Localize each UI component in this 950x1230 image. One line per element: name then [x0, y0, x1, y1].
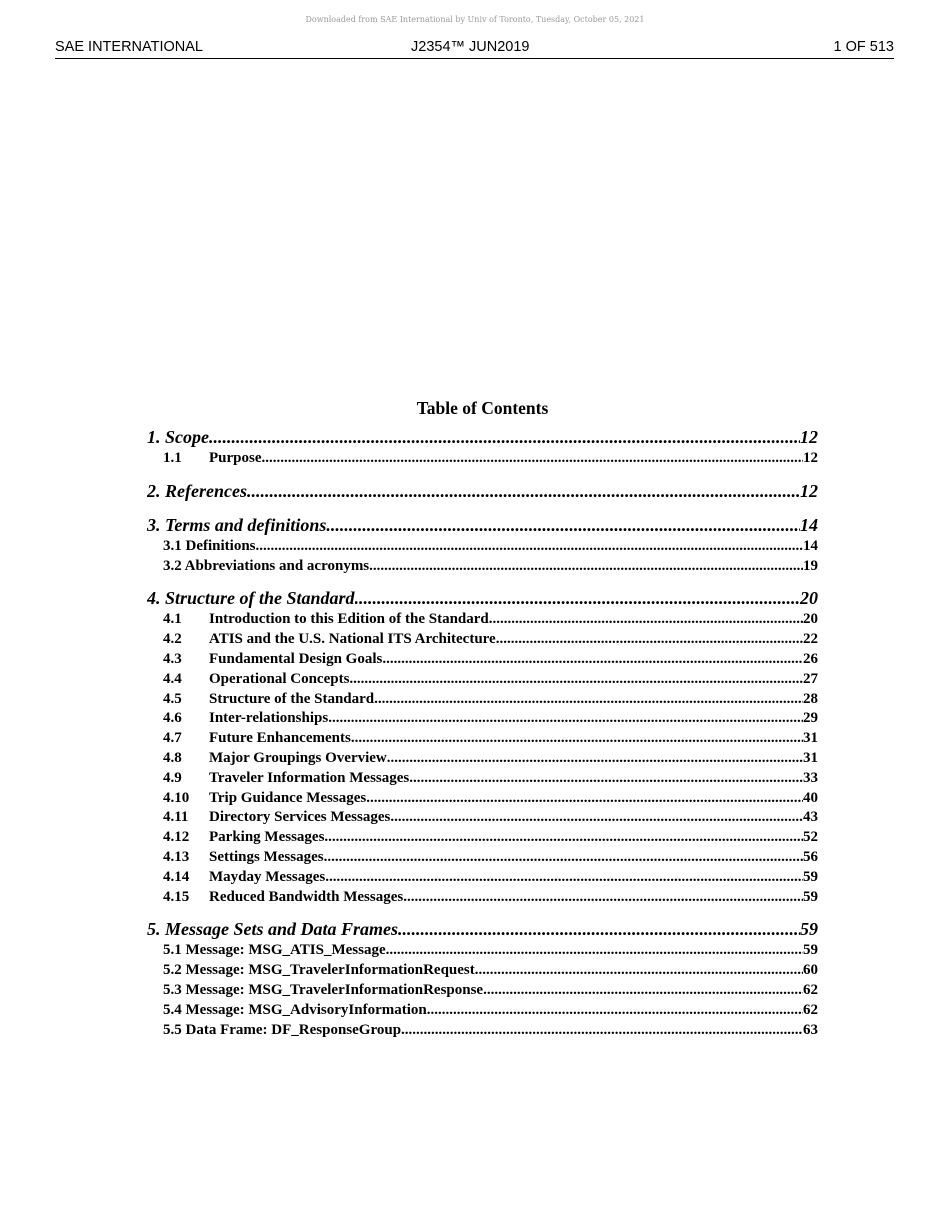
toc-leader-dots [349, 670, 803, 690]
toc-leader-dots [262, 449, 804, 469]
toc-subsection-title: 3.1 Definitions [163, 537, 256, 554]
toc-subsection-number: 4.5 [163, 690, 182, 707]
toc-leader-dots [382, 650, 803, 670]
toc-leader-dots [355, 586, 800, 610]
toc-subsection-entry[interactable] [147, 610, 818, 630]
toc-subsection-title: Reduced Bandwidth Messages [209, 888, 404, 905]
toc-subsection-entry[interactable] [147, 848, 818, 868]
toc-section-title: 3. Terms and definitions [147, 514, 327, 535]
toc-subsection-number: 4.2 [163, 631, 182, 648]
download-watermark: Downloaded from SAE International by Univ of Toronto, Tuesday, October 05, 2021 [305, 15, 645, 24]
toc-subsection-title: Fundamental Design Goals [209, 650, 383, 667]
toc-leader-dots [324, 828, 803, 848]
toc-subsection-page: 33 [803, 769, 818, 786]
toc-subsection-title: Operational Concepts [209, 670, 350, 687]
toc-section-gap [147, 469, 818, 479]
toc-leader-dots [387, 749, 803, 769]
toc-leader-dots [256, 537, 803, 557]
toc-section-title: 2. References [147, 480, 247, 501]
toc-leader-dots [369, 557, 803, 577]
toc-subsection-page: 31 [803, 749, 818, 766]
toc-subsection-title: Traveler Information Messages [209, 769, 410, 786]
toc-leader-dots [489, 610, 803, 630]
toc-leader-dots [328, 709, 803, 729]
toc-section-title: 5. Message Sets and Data Frames [147, 919, 399, 940]
toc-subsection-entry[interactable] [147, 630, 818, 650]
toc-subsection-entry[interactable] [147, 670, 818, 690]
toc-subsection-title: Parking Messages [209, 829, 325, 846]
toc-subsection-entry[interactable] [147, 828, 818, 848]
toc-subsection-title: Trip Guidance Messages [209, 789, 367, 806]
toc-leader-dots [374, 690, 803, 710]
toc-subsection-entry[interactable] [147, 729, 818, 749]
toc-subsection-title: 5.4 Message: MSG_AdvisoryInformation [163, 1001, 427, 1018]
toc-leader-dots [325, 868, 803, 888]
toc-leader-dots [409, 769, 803, 789]
toc-subsection-number: 4.8 [163, 749, 182, 766]
toc-subsection-title: Directory Services Messages [209, 809, 391, 826]
toc-subsection-entry[interactable] [147, 769, 818, 789]
toc-subsection-title: Mayday Messages [209, 868, 326, 885]
toc-leader-dots [398, 917, 800, 941]
toc-leader-dots [403, 888, 803, 908]
toc-section-page: 59 [800, 919, 818, 940]
toc-subsection-entry[interactable] [147, 709, 818, 729]
toc-subsection-entry[interactable] [147, 1021, 818, 1041]
toc-subsection-page: 19 [803, 557, 818, 574]
toc-section-page: 12 [800, 427, 818, 447]
toc-leader-dots [351, 729, 803, 749]
toc-subsection-title: Introduction to this Edition of the Standard [209, 611, 489, 628]
toc-subsection-number: 4.9 [163, 769, 182, 786]
toc-section-title: 1. Scope [147, 427, 209, 447]
header-page-count: 1 OF 513 [833, 39, 894, 55]
header-document-id: J2354™ JUN2019 [411, 39, 530, 55]
toc-subsection-page: 22 [803, 631, 818, 648]
toc-subsection-title: Future Enhancements [209, 730, 351, 747]
toc-subsection-title: 3.2 Abbreviations and acronyms [163, 557, 370, 574]
toc-subsection-entry[interactable] [147, 789, 818, 809]
toc-leader-dots [483, 981, 803, 1001]
toc-subsection-number: 4.13 [163, 848, 190, 865]
toc-title: Table of Contents [416, 398, 549, 418]
toc-subsection-entry[interactable] [147, 1001, 818, 1021]
toc-subsection-title: 5.1 Message: MSG_ATIS_Message [163, 942, 386, 959]
table-of-contents [147, 396, 818, 1040]
toc-subsection-page: 52 [803, 829, 818, 846]
toc-subsection-page: 63 [803, 1021, 818, 1038]
toc-leader-dots [427, 1001, 803, 1021]
toc-subsection-page: 59 [803, 868, 818, 885]
toc-section-page: 20 [800, 588, 818, 609]
toc-subsection-entry[interactable] [147, 868, 818, 888]
toc-section-entry[interactable] [147, 917, 818, 941]
toc-subsection-page: 26 [803, 650, 818, 667]
toc-subsection-page: 56 [803, 848, 818, 865]
toc-subsection-page: 59 [803, 942, 818, 959]
toc-section-page: 12 [800, 480, 818, 501]
toc-subsection-title: Purpose [209, 450, 262, 466]
page-header [55, 38, 894, 59]
toc-subsection-title: ATIS and the U.S. National ITS Architecture [209, 631, 496, 648]
toc-subsection-title: 5.3 Message: MSG_TravelerInformationResponse [163, 981, 484, 998]
toc-subsection-entry[interactable] [147, 749, 818, 769]
toc-subsection-entry[interactable] [147, 888, 818, 908]
toc-subsection-page: 31 [803, 730, 818, 747]
toc-subsection-number: 4.7 [163, 730, 182, 747]
toc-subsection-page: 60 [803, 962, 818, 979]
toc-subsection-title: Major Groupings Overview [209, 749, 387, 766]
toc-subsection-number: 4.3 [163, 650, 182, 667]
toc-subsection-page: 43 [803, 809, 818, 826]
toc-subsection-number: 4.11 [163, 809, 189, 826]
toc-leader-dots [475, 961, 803, 981]
toc-leader-dots [209, 425, 800, 449]
toc-subsection-number: 4.6 [163, 710, 182, 727]
toc-subsection-number: 4.10 [163, 789, 190, 806]
toc-subsection-number: 4.4 [163, 670, 182, 687]
toc-subsection-number: 4.14 [163, 868, 190, 885]
toc-subsection-page: 28 [803, 690, 818, 707]
toc-entries [147, 425, 818, 1040]
toc-section-gap [147, 907, 818, 917]
toc-section-title: 4. Structure of the Standard [147, 588, 355, 609]
toc-section-gap [147, 576, 818, 586]
toc-subsection-entry[interactable] [147, 650, 818, 670]
toc-leader-dots [247, 479, 800, 503]
toc-subsection-page: 62 [803, 1001, 818, 1018]
toc-section-entry[interactable] [147, 479, 818, 503]
toc-subsection-page: 20 [803, 611, 818, 628]
toc-subsection-page: 12 [803, 450, 818, 466]
toc-subsection-entry[interactable] [147, 557, 818, 577]
toc-subsection-entry[interactable] [147, 449, 818, 469]
toc-subsection-title: 5.2 Message: MSG_TravelerInformationRequest [163, 962, 475, 979]
toc-subsection-page: 59 [803, 888, 818, 905]
toc-section-entry[interactable] [147, 586, 818, 610]
toc-subsection-page: 40 [803, 789, 818, 806]
toc-leader-dots [390, 808, 803, 828]
toc-leader-dots [496, 630, 803, 650]
toc-subsection-entry[interactable] [147, 981, 818, 1001]
toc-subsection-title: Structure of the Standard [209, 690, 375, 707]
toc-section-entry[interactable] [147, 425, 818, 449]
toc-leader-dots [366, 789, 803, 809]
toc-section-entry[interactable] [147, 513, 818, 537]
toc-subsection-title: Inter-relationships [209, 710, 329, 727]
toc-leader-dots [401, 1021, 803, 1041]
toc-subsection-number: 4.1 [163, 611, 182, 628]
toc-subsection-page: 62 [803, 981, 818, 998]
toc-subsection-number: 1.1 [163, 450, 182, 466]
toc-subsection-entry[interactable] [147, 961, 818, 981]
toc-subsection-number: 4.12 [163, 829, 190, 846]
toc-subsection-page: 27 [803, 670, 818, 687]
toc-subsection-entry[interactable] [147, 808, 818, 828]
toc-subsection-entry[interactable] [147, 537, 818, 557]
toc-subsection-entry[interactable] [147, 941, 818, 961]
toc-leader-dots [326, 513, 800, 537]
toc-leader-dots [386, 941, 803, 961]
toc-subsection-title: 5.5 Data Frame: DF_ResponseGroup [163, 1021, 402, 1038]
header-publisher: SAE INTERNATIONAL [55, 39, 203, 55]
toc-subsection-title: Settings Messages [209, 848, 324, 865]
toc-subsection-page: 14 [803, 537, 818, 554]
toc-section-page: 14 [800, 514, 818, 535]
toc-subsection-number: 4.15 [163, 888, 190, 905]
toc-leader-dots [324, 848, 803, 868]
toc-section-gap [147, 503, 818, 513]
toc-subsection-entry[interactable] [147, 690, 818, 710]
toc-subsection-page: 29 [803, 710, 818, 727]
